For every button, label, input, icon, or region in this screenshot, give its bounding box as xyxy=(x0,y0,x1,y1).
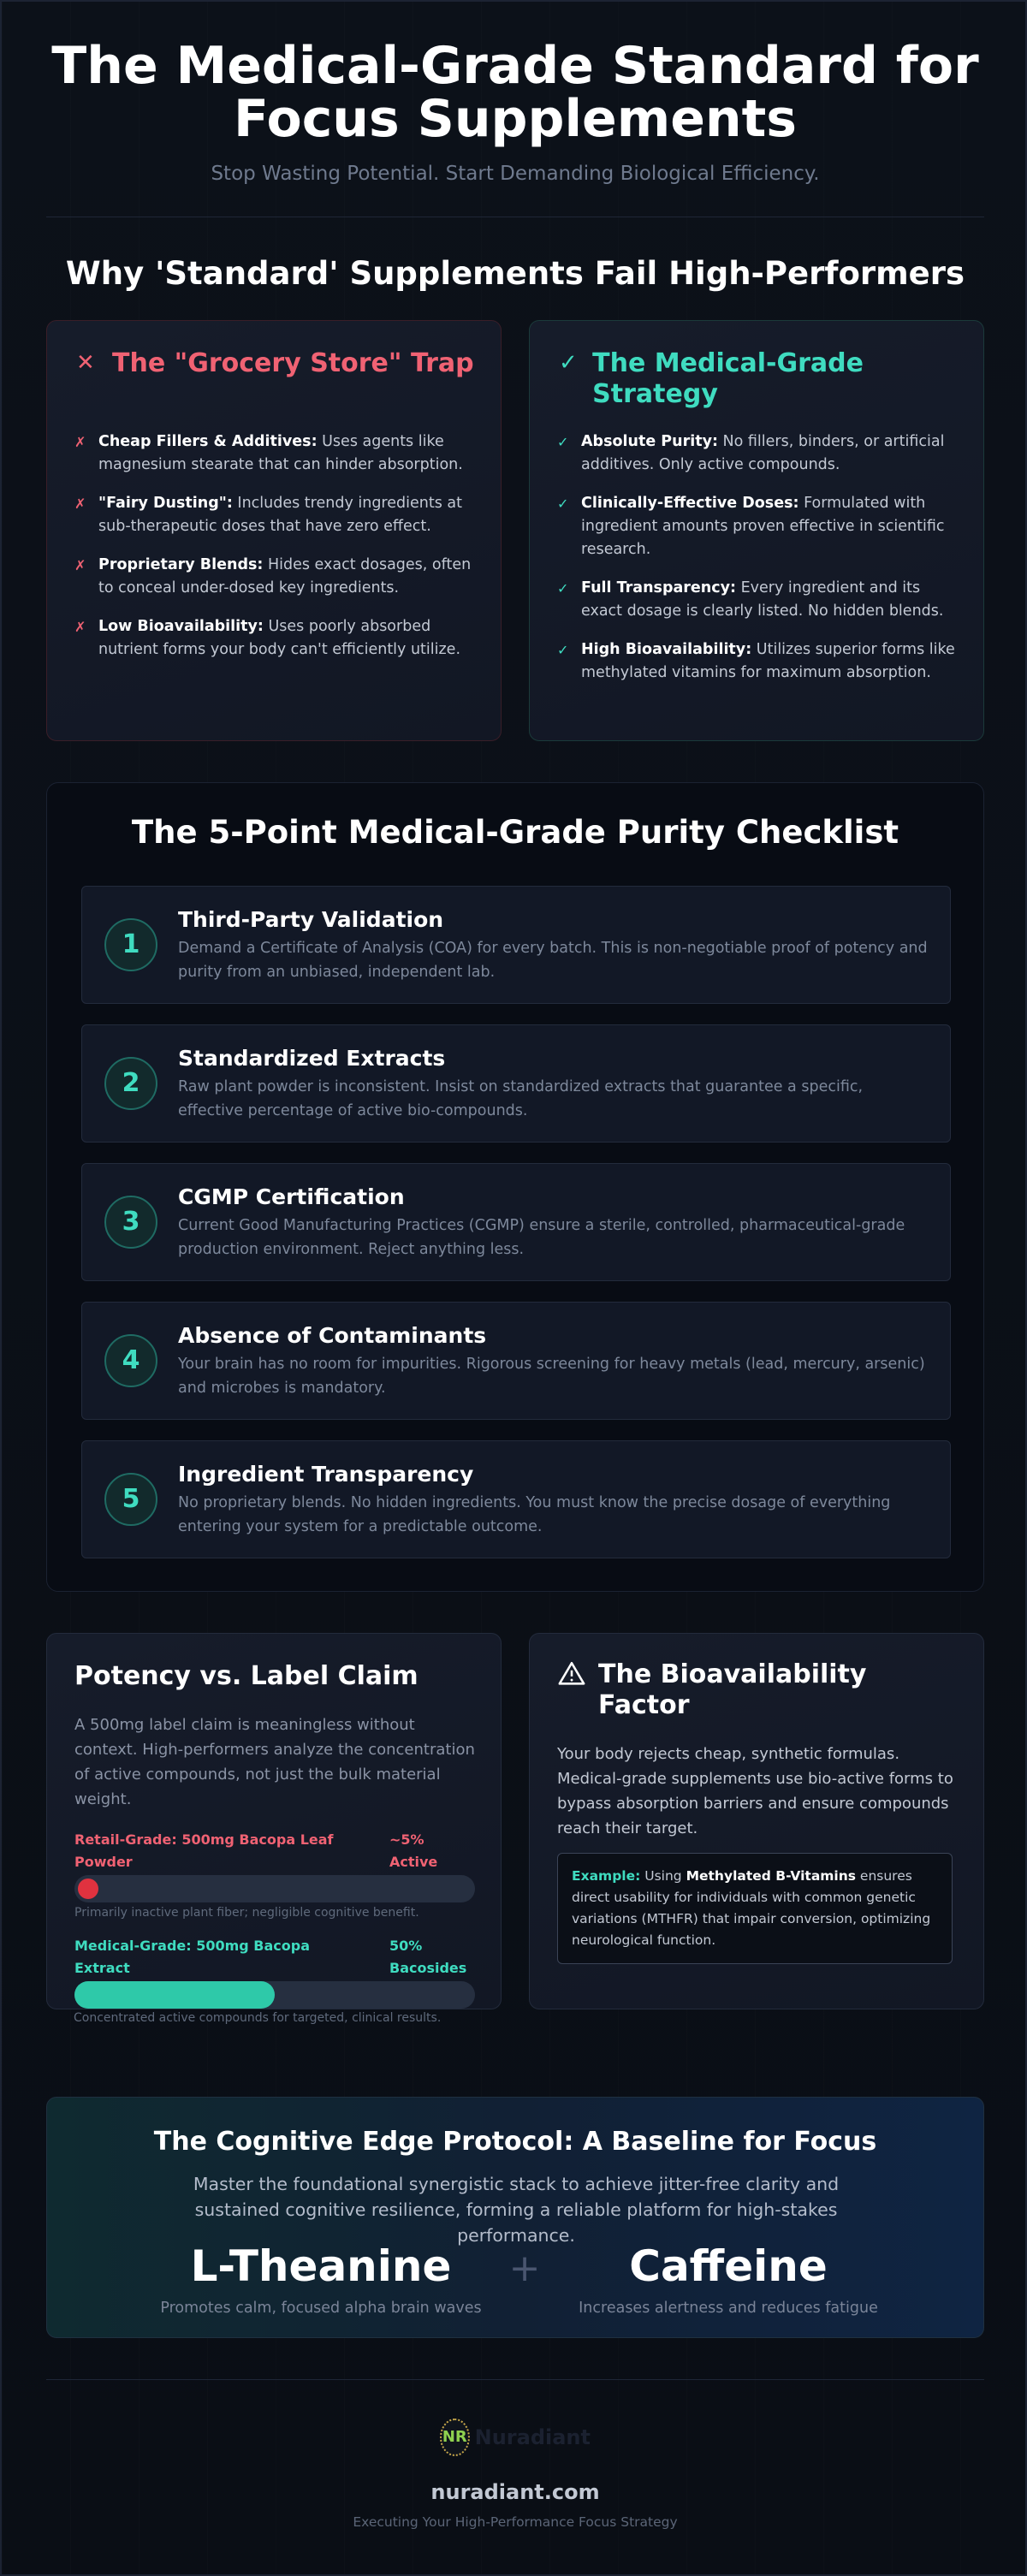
retail-bar-track xyxy=(74,1875,475,1902)
check-mark-icon: ✓ xyxy=(557,642,569,658)
list-item xyxy=(74,615,477,662)
item-text: Uses poorly absorbed nutrient forms your body can't efficiently utilize. xyxy=(98,618,461,658)
l-theanine-name: L-Theanine xyxy=(190,2241,452,2291)
strategy-title: The Medical-Grade Strategy xyxy=(592,348,864,409)
item-text: Uses agents like magnesium stearate that can hinder absorption. xyxy=(98,433,463,473)
x-mark-icon: ✗ xyxy=(74,557,86,573)
protocol-title: The Cognitive Edge Protocol: A Baseline for Focus xyxy=(153,2127,877,2157)
checklist-item xyxy=(81,1024,951,1143)
example-pre: Using xyxy=(640,1868,686,1884)
grocery-trap-card xyxy=(46,320,502,741)
checklist-item xyxy=(81,1440,951,1558)
list-item xyxy=(557,577,959,623)
brand-logo xyxy=(440,2417,591,2458)
potency-body: A 500mg label claim is meaningless without context. High-performers analyze the concentration of active compounds, not just the bulk material weight. xyxy=(74,1716,475,1808)
bioavailability-card xyxy=(529,1633,984,2009)
item-bold: Proprietary Blends: xyxy=(98,556,264,573)
medical-bar-track xyxy=(74,1981,475,2009)
checklist-item-title: Ingredient Transparency xyxy=(178,1462,474,1487)
checklist-item xyxy=(81,886,951,1004)
item-text: No fillers, binders, or artificial additives. Only active compounds. xyxy=(581,433,945,473)
step-number-badge: 3 xyxy=(104,1196,157,1249)
bio-body: Your body rejects cheap, synthetic formulas. Medical-grade supplements use bio-active forms to bypass absorption barriers and ensure compounds reach their target. xyxy=(557,1745,953,1837)
check-icon: ✓ xyxy=(559,350,578,376)
medical-bar-label: Medical-Grade: 500mg Bacopa Extract xyxy=(74,1938,311,1976)
trap-list xyxy=(74,430,477,677)
site-link[interactable]: nuradiant.com xyxy=(430,2480,600,2504)
retail-bar-fill xyxy=(78,1879,98,1899)
page-subtitle: Stop Wasting Potential. Start Demanding Biological Efficiency. xyxy=(211,163,820,185)
item-bold: Low Bioavailability: xyxy=(98,618,264,635)
item-bold: High Bioavailability: xyxy=(581,641,752,658)
bio-title: The Bioavailability Factor xyxy=(598,1659,867,1720)
example-post: ensures direct usability for individuals with common genetic variations (MTHFR) that impair conversion, optimizing neurological function. xyxy=(572,1868,931,1948)
divider xyxy=(46,2379,984,2380)
example-bold: Methylated B-Vitamins xyxy=(686,1868,856,1884)
medical-bar-value: 50% Bacosides xyxy=(389,1938,467,1976)
check-mark-icon: ✓ xyxy=(557,434,569,450)
check-mark-icon: ✓ xyxy=(557,496,569,512)
item-text: Every ingredient and its exact dosage is clearly listed. No hidden blends. xyxy=(581,579,944,620)
plus-icon: + xyxy=(508,2247,541,2290)
checklist-item-text: No proprietary blends. No hidden ingredients. You must know the precise dosage of everything entering your system for a predictable outcome. xyxy=(178,1494,891,1535)
example-box xyxy=(557,1853,953,1964)
item-bold: Absolute Purity: xyxy=(581,433,718,450)
checklist-title: The 5-Point Medical-Grade Purity Checklist xyxy=(131,814,899,851)
l-theanine-desc: Promotes calm, focused alpha brain waves xyxy=(160,2300,482,2317)
example-label: Example: xyxy=(572,1868,641,1884)
checklist-item-title: Absence of Contaminants xyxy=(178,1323,487,1348)
protocol-body: Master the foundational synergistic stack to achieve jitter-free clarity and sustained cognitive resilience, forming a reliable platform for high-stakes performance. xyxy=(193,2174,840,2246)
step-number-badge: 1 xyxy=(104,918,157,971)
step-number-badge: 4 xyxy=(104,1334,157,1387)
check-mark-icon: ✓ xyxy=(557,580,569,597)
medical-bar-note: Concentrated active compounds for targeted, clinical results. xyxy=(74,2011,442,2025)
step-number-badge: 2 xyxy=(104,1057,157,1110)
checklist-item xyxy=(81,1163,951,1281)
item-text: Utilizes superior forms like methylated vitamins for maximum absorption. xyxy=(581,641,955,681)
retail-bar-value: ~5% Active xyxy=(389,1831,438,1870)
logo-mark-icon: NR xyxy=(440,2419,470,2456)
list-item xyxy=(74,492,477,538)
example-text xyxy=(572,1866,941,1951)
item-bold: "Fairy Dusting": xyxy=(98,495,233,512)
checklist-item-title: Third-Party Validation xyxy=(178,907,444,932)
purity-checklist xyxy=(46,782,984,1592)
x-mark-icon: ✗ xyxy=(74,619,86,635)
caffeine-desc: Increases alertness and reduces fatigue xyxy=(579,2300,878,2317)
checklist-item-title: Standardized Extracts xyxy=(178,1046,446,1071)
checklist-item-title: CGMP Certification xyxy=(178,1184,405,1209)
caffeine-name: Caffeine xyxy=(629,2241,828,2291)
x-mark-icon: ✗ xyxy=(74,434,86,450)
checklist-item-text: Current Good Manufacturing Practices (CGMP) ensure a sterile, controlled, pharmaceutical-grade production environment. Reject anything less. xyxy=(178,1217,905,1258)
item-bold: Clinically-Effective Doses: xyxy=(581,495,799,512)
retail-bar-note: Primarily inactive plant fiber; negligible cognitive benefit. xyxy=(74,1906,419,1920)
checklist-item xyxy=(81,1302,951,1420)
warning-icon xyxy=(557,1659,586,1692)
logo-text: Nuradiant xyxy=(474,2425,591,2449)
x-icon: ✕ xyxy=(76,350,95,376)
checklist-item-text: Demand a Certificate of Analysis (COA) for every batch. This is non-negotiable proof of potency and purity from an unbiased, independent lab. xyxy=(178,940,928,981)
page-title: The Medical-Grade Standard for Focus Supplements xyxy=(51,36,979,149)
protocol-banner xyxy=(46,2097,984,2338)
retail-bar-label: Retail-Grade: 500mg Bacopa Leaf Powder xyxy=(74,1831,334,1870)
step-number-badge: 5 xyxy=(104,1473,157,1526)
medical-strategy-card xyxy=(529,320,984,741)
list-item xyxy=(557,638,959,685)
medical-bar-fill xyxy=(74,1981,275,2009)
list-item xyxy=(74,430,477,477)
item-bold: Cheap Fillers & Additives: xyxy=(98,433,318,450)
why-section-title: Why 'Standard' Supplements Fail High-Performers xyxy=(65,255,965,292)
footer-tagline: Executing Your High-Performance Focus Strategy xyxy=(353,2514,678,2530)
list-item xyxy=(557,492,959,561)
list-item xyxy=(74,554,477,600)
potency-card xyxy=(46,1633,502,2009)
x-mark-icon: ✗ xyxy=(74,496,86,512)
checklist-item-text: Raw plant powder is inconsistent. Insist on standardized extracts that guarantee a specific, effective percentage of active bio-compounds. xyxy=(178,1078,864,1119)
potency-title: Potency vs. Label Claim xyxy=(74,1661,419,1691)
trap-title: The "Grocery Store" Trap xyxy=(112,348,474,378)
item-text: Hides exact dosages, often to conceal under-dosed key ingredients. xyxy=(98,556,472,597)
strategy-list xyxy=(557,430,959,700)
checklist-item-text: Your brain has no room for impurities. Rigorous screening for heavy metals (lead, mercury, arsenic) and microbes is mandatory. xyxy=(178,1356,925,1397)
item-text: Formulated with ingredient amounts proven effective in scientific research. xyxy=(581,495,945,558)
list-item xyxy=(557,430,959,477)
item-text: Includes trendy ingredients at sub-therapeutic doses that have zero effect. xyxy=(98,495,462,535)
item-bold: Full Transparency: xyxy=(581,579,737,597)
